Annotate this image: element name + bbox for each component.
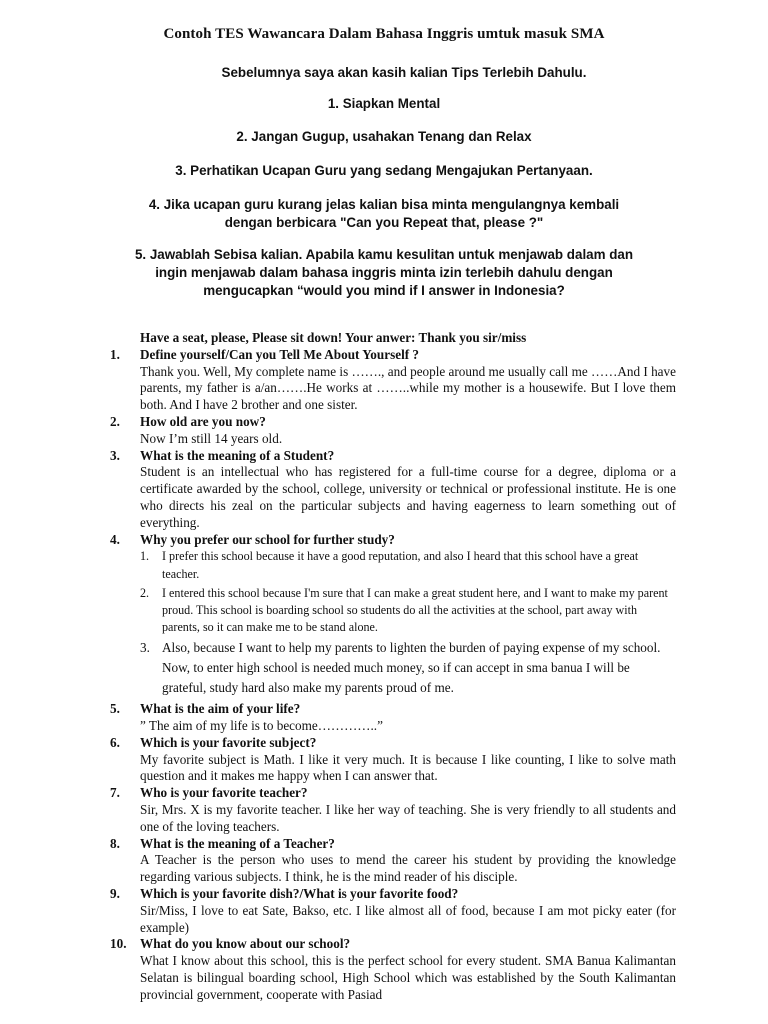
question-number: 4. bbox=[110, 531, 120, 547]
document-title: Contoh TES Wawancara Dalam Bahasa Inggris umtuk masuk SMA bbox=[163, 26, 605, 42]
question-text: Which is your favorite subject? bbox=[140, 734, 317, 750]
tip-5-line-2: ingin menjawab dalam bahasa inggris minta izin terlebih dahulu dengan bbox=[155, 265, 613, 280]
tip-5-line-3: mengucapkan “would you mind if I answer in Indonesia? bbox=[203, 283, 565, 298]
tip-2: 2. Jangan Gugup, usahakan Tenang dan Relax bbox=[236, 129, 532, 144]
sub-number: 2. bbox=[140, 585, 150, 600]
question-text: Which is your favorite dish?/What is your favorite food? bbox=[140, 885, 459, 901]
question-7 bbox=[110, 785, 676, 802]
question-text: Define yourself/Can you Tell Me About Yourself ? bbox=[140, 346, 420, 362]
question-number: 10. bbox=[110, 936, 127, 952]
answer-5: ” The aim of my life is to become…………..” bbox=[140, 717, 383, 733]
question-5 bbox=[110, 701, 676, 718]
question-number: 6. bbox=[110, 734, 120, 750]
tips-intro: Sebelumnya saya akan kasih kalian Tips Terlebih Dahulu. bbox=[221, 65, 587, 80]
tip-3: 3. Perhatikan Ucapan Guru yang sedang Mengajukan Pertanyaan. bbox=[175, 163, 593, 178]
answer-2: Now I’m still 14 years old. bbox=[140, 430, 283, 446]
question-number: 3. bbox=[110, 447, 120, 463]
question-text: What is the meaning of a Student? bbox=[140, 447, 335, 463]
question-3 bbox=[110, 448, 676, 465]
tip-4-line-2: dengan berbicara "Can you Repeat that, please ?" bbox=[224, 215, 544, 230]
answer-4-item-1 bbox=[140, 548, 676, 582]
tip-1: 1. Siapkan Mental bbox=[327, 96, 441, 111]
question-text: What is the aim of your life? bbox=[140, 701, 301, 717]
answer-6: My favorite subject is Math. I like it very much. It is because I like counting, I like to solve math question and it makes me happy when I can answer that. bbox=[140, 751, 676, 784]
answer-8: A Teacher is the person who uses to mend the career his student by providing the knowledge regarding various subjects. I think, he is the mind reader of his disciple. bbox=[140, 852, 676, 885]
tip-4 bbox=[0, 196, 768, 232]
question-text: How old are you now? bbox=[140, 413, 266, 429]
answer-3: Student is an intellectual who has registered for a full-time course for a degree, diploma or a certificate awarded by the school, college, university or technical or professional institute. He is one who directs his zeal on the particular subjects and having eagerness to learn something out of everything. bbox=[140, 464, 676, 530]
answer-9: Sir/Miss, I love to eat Sate, Bakso, etc. I like almost all of food, because I am mot picky eater (for example) bbox=[140, 902, 676, 935]
tip-5 bbox=[0, 246, 768, 300]
question-number: 2. bbox=[110, 413, 120, 429]
question-number: 8. bbox=[110, 835, 120, 851]
question-1 bbox=[110, 347, 676, 364]
question-6 bbox=[110, 735, 676, 752]
tip-5-line-1: 5. Jawablah Sebisa kalian. Apabila kamu kesulitan untuk menjawab dalam dan bbox=[134, 247, 634, 262]
question-4 bbox=[110, 532, 676, 549]
question-number: 5. bbox=[110, 701, 120, 717]
interview-section bbox=[110, 330, 676, 1004]
question-text: Who is your favorite teacher? bbox=[140, 785, 308, 801]
question-8 bbox=[110, 836, 676, 853]
answer-4-item-3 bbox=[140, 638, 676, 697]
question-number: 1. bbox=[110, 346, 120, 362]
sub-number: 3. bbox=[140, 640, 150, 656]
answer-7: Sir, Mrs. X is my favorite teacher. I like her way of teaching. She is very friendly to all students and one of the loving teachers. bbox=[140, 801, 676, 834]
tip-4-line-1: 4. Jika ucapan guru kurang jelas kalian bisa minta mengulangnya kembali bbox=[148, 197, 620, 212]
question-text: What do you know about our school? bbox=[140, 936, 351, 952]
question-text: What is the meaning of a Teacher? bbox=[140, 835, 335, 851]
question-9 bbox=[110, 886, 676, 903]
sub-number: 1. bbox=[140, 549, 150, 564]
sub-text: Also, because I want to help my parents to lighten the burden of paying expense of my school. Now, to enter high school is needed much money, so if can accept in sma banua I will be grateful, study hard also make my parents proud of me. bbox=[162, 640, 661, 695]
answer-1: Thank you. Well, My complete name is ……., and people around me usually call me ……And I have parents, my father is a/an…….He works at ……..while my mother is a housewife. But I love them both. And I have 2 brother and one sister. bbox=[140, 363, 676, 413]
question-10 bbox=[110, 936, 676, 953]
answer-4-item-2 bbox=[140, 585, 676, 637]
question-2 bbox=[110, 414, 676, 431]
interview-intro: Have a seat, please, Please sit down! Your anwer: Thank you sir/miss bbox=[140, 330, 527, 345]
question-text: Why you prefer our school for further study? bbox=[140, 531, 395, 547]
question-number: 9. bbox=[110, 885, 120, 901]
sub-text: I entered this school because I'm sure that I can make a great student here, and I want to make my parent proud. This school is boarding school so students do all the activities at the school, part away with parents, so it can make me to be stand alone. bbox=[162, 585, 668, 635]
answer-10: What I know about this school, this is the perfect school for every student. SMA Banua Kalimantan Selatan is bilingual boarding school, High School which was established by the South Kalimantan provincial government, cooperate with Pasiad bbox=[140, 953, 676, 1002]
question-number: 7. bbox=[110, 785, 120, 801]
sub-text: I prefer this school because it have a good reputation, and also I heard that this school have a great teacher. bbox=[162, 549, 639, 581]
